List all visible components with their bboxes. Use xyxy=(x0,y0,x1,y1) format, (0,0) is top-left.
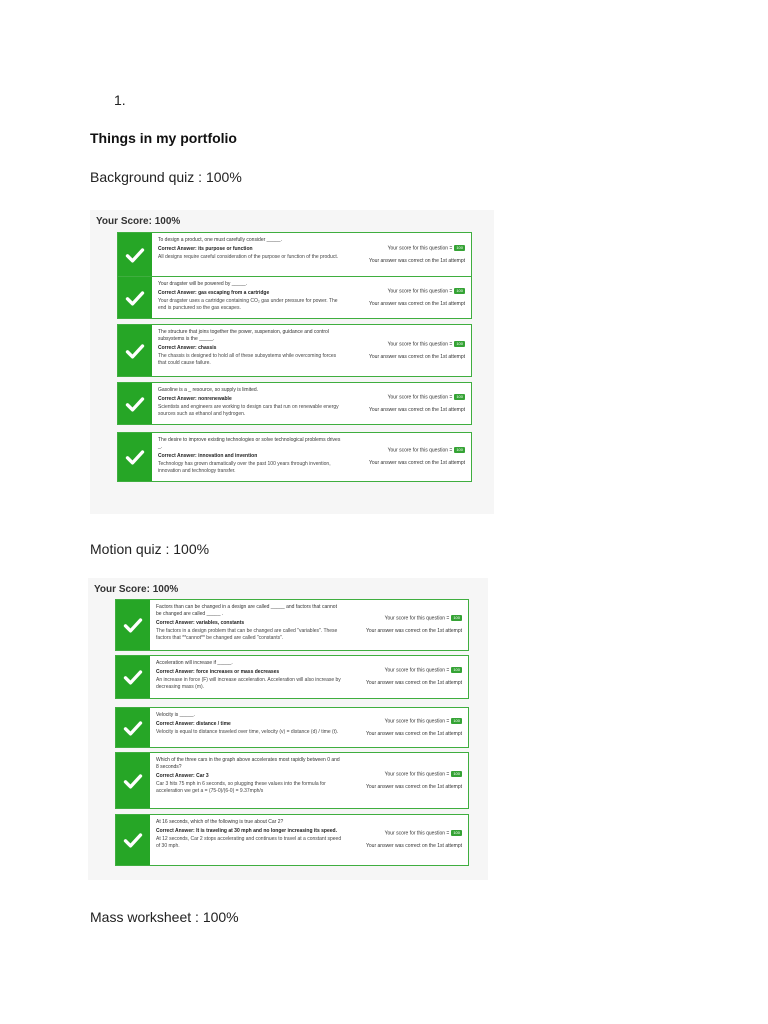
question-text-block xyxy=(158,281,344,312)
question-text: To design a product, one must carefully consider _____. xyxy=(158,237,282,243)
score-badge: 100 xyxy=(453,667,460,672)
answer-explanation: All designs require careful consideration of the purpose or function of the product. xyxy=(158,254,339,260)
question-text: Velocity is _____. xyxy=(156,712,195,718)
score-badge: 100 xyxy=(453,718,460,723)
score-label: Your score for this question = xyxy=(387,341,453,348)
score-line xyxy=(344,830,462,837)
motion-quiz-results xyxy=(88,578,488,880)
correct-check-icon xyxy=(118,383,152,424)
question-score xyxy=(347,341,465,361)
answer-explanation: Velocity is equal to distance traveled over time, velocity (v) = distance (d) / time (t). xyxy=(156,729,339,735)
question-score xyxy=(344,667,462,687)
question-result-card xyxy=(117,232,472,277)
portfolio-heading: Things in my portfolio xyxy=(90,130,237,146)
score-label: Your score for this question = xyxy=(384,771,450,778)
attempt-text: Your answer was correct on the 1st attempt xyxy=(366,628,462,635)
score-line xyxy=(344,771,462,778)
correct-check-icon xyxy=(116,708,150,747)
score-label: Your score for this question = xyxy=(384,718,450,725)
score-line xyxy=(347,394,465,401)
question-text: Gasoline is a _ resource, so supply is limited. xyxy=(158,387,259,393)
question-text-block xyxy=(156,660,342,691)
question-result-card xyxy=(115,655,469,699)
correct-answer: Correct Answer: innovation and invention xyxy=(158,453,258,459)
question-text-block xyxy=(158,437,344,475)
correct-answer: Correct Answer: distance / time xyxy=(156,721,231,727)
score-label: Your score for this question = xyxy=(384,615,450,622)
question-result-card xyxy=(115,599,469,651)
attempt-text: Your answer was correct on the 1st attempt xyxy=(369,407,465,414)
attempt-text: Your answer was correct on the 1st attempt xyxy=(366,731,462,738)
attempt-text: Your answer was correct on the 1st attempt xyxy=(366,784,462,791)
answer-explanation: The factors in a design problem that can be changed are called "variables". These factors that **cannot** be changed are called "constants". xyxy=(156,628,338,641)
score-line xyxy=(344,718,462,725)
score-label: Your score for this question = xyxy=(387,288,453,295)
attempt-text: Your answer was correct on the 1st attempt xyxy=(369,460,465,467)
question-text-block xyxy=(158,387,344,418)
question-text: Which of the three cars in the graph above accelerates most rapidly between 0 and 8 seconds? xyxy=(156,757,340,770)
answer-explanation: Your dragster uses a cartridge containing CO₂ gas under pressure for power. The end is punctured so the gas escapes. xyxy=(158,298,338,311)
correct-check-icon xyxy=(116,753,150,808)
question-text: Factors than can be changed in a design are called _____ and factors that cannot be changed are called _____ . xyxy=(156,604,337,617)
question-score xyxy=(344,718,462,738)
correct-answer: Correct Answer: variables, constants xyxy=(156,620,245,626)
motion-quiz-label: Motion quiz : 100% xyxy=(90,541,210,557)
score-badge: 100 xyxy=(456,245,463,250)
question-result-card xyxy=(117,382,472,425)
score-label: Your score for this question = xyxy=(384,667,450,674)
score-badge: 100 xyxy=(453,615,460,620)
score-badge: 100 xyxy=(456,341,463,346)
quiz-score-title: Your Score: 100% xyxy=(94,584,179,595)
correct-answer: Correct Answer: It is traveling at 30 mph and no longer increasing its speed. xyxy=(156,828,337,834)
question-text-block xyxy=(156,757,342,795)
question-result-card xyxy=(115,814,469,866)
score-line xyxy=(344,667,462,674)
correct-answer: Correct Answer: its purpose or function xyxy=(158,246,253,252)
background-quiz-label: Background quiz : 100% xyxy=(90,169,242,185)
score-line xyxy=(347,245,465,252)
answer-explanation: At 12 seconds, Car 2 stops accelerating and continues to travel at a constant speed of 30 mph. xyxy=(156,836,342,849)
answer-explanation: Scientists and engineers are working to design cars that run on renewable energy sources such as ethanol and hydrogen. xyxy=(158,404,339,417)
question-score xyxy=(347,288,465,308)
attempt-text: Your answer was correct on the 1st attempt xyxy=(366,843,462,850)
answer-explanation: The chassis is designed to hold all of these subsystems while overcoming forces that could cause failure. xyxy=(158,353,337,366)
correct-check-icon xyxy=(118,433,152,481)
question-text: Acceleration will increase if _____. xyxy=(156,660,233,666)
question-score xyxy=(347,394,465,414)
question-text-block xyxy=(156,712,342,736)
question-score xyxy=(347,245,465,265)
score-line xyxy=(347,288,465,295)
background-quiz-results xyxy=(90,210,494,514)
score-badge: 100 xyxy=(456,288,463,293)
question-text: At 16 seconds, which of the following is true about Car 2? xyxy=(156,819,284,825)
correct-answer: Correct Answer: force increases or mass decreases xyxy=(156,669,280,675)
score-label: Your score for this question = xyxy=(387,245,453,252)
question-result-card xyxy=(115,752,469,809)
question-result-card xyxy=(117,432,472,482)
correct-check-icon xyxy=(116,656,150,698)
answer-explanation: Technology has grown dramatically over the past 100 years through invention, innovation and technology transfer. xyxy=(158,461,331,474)
question-result-card xyxy=(117,324,472,377)
score-label: Your score for this question = xyxy=(387,394,453,401)
correct-check-icon xyxy=(116,815,150,865)
score-line xyxy=(347,341,465,348)
question-text-block xyxy=(156,604,342,642)
score-line xyxy=(347,447,465,454)
correct-check-icon xyxy=(118,277,152,318)
quiz-score-title: Your Score: 100% xyxy=(96,216,181,227)
list-number: 1. xyxy=(114,92,126,108)
correct-check-icon xyxy=(118,325,152,376)
correct-check-icon xyxy=(118,233,152,276)
attempt-text: Your answer was correct on the 1st attempt xyxy=(369,301,465,308)
question-text-block xyxy=(158,237,344,261)
question-score xyxy=(344,615,462,635)
score-badge: 100 xyxy=(456,394,463,399)
attempt-text: Your answer was correct on the 1st attempt xyxy=(369,258,465,265)
question-text: The structure that joins together the power, suspension, guidance and control subsystems is the _____. xyxy=(158,329,329,342)
question-text-block xyxy=(158,329,344,367)
answer-explanation: Car 3 hits 75 mph in 6 seconds, so plugging these values into the formula for acceleration we get a = (75-0)/(6-0) = 9.37mph/s xyxy=(156,781,326,794)
correct-answer: Correct Answer: gas escaping from a cartridge xyxy=(158,290,270,296)
score-badge: 100 xyxy=(453,830,460,835)
score-badge: 100 xyxy=(453,771,460,776)
answer-explanation: An increase in force (F) will increase acceleration. Acceleration will also increase by decreasing mass (m). xyxy=(156,677,341,690)
question-text: Your dragster will be powered by _____. xyxy=(158,281,248,287)
score-line xyxy=(344,615,462,622)
question-result-card xyxy=(117,276,472,319)
correct-answer: Correct Answer: chassis xyxy=(158,345,217,351)
attempt-text: Your answer was correct on the 1st attempt xyxy=(369,354,465,361)
score-label: Your score for this question = xyxy=(384,830,450,837)
question-score xyxy=(344,830,462,850)
question-score xyxy=(347,447,465,467)
question-result-card xyxy=(115,707,469,748)
question-text-block xyxy=(156,819,342,850)
correct-answer: Correct Answer: nonrenewable xyxy=(158,396,232,402)
question-text: The desire to improve existing technologies or solve technological problems drives _. xyxy=(158,437,341,450)
correct-answer: Correct Answer: Car 3 xyxy=(156,773,209,779)
score-label: Your score for this question = xyxy=(387,447,453,454)
question-score xyxy=(344,771,462,791)
attempt-text: Your answer was correct on the 1st attempt xyxy=(366,680,462,687)
correct-check-icon xyxy=(116,600,150,650)
score-badge: 100 xyxy=(456,447,463,452)
mass-worksheet-label: Mass worksheet : 100% xyxy=(90,909,239,925)
